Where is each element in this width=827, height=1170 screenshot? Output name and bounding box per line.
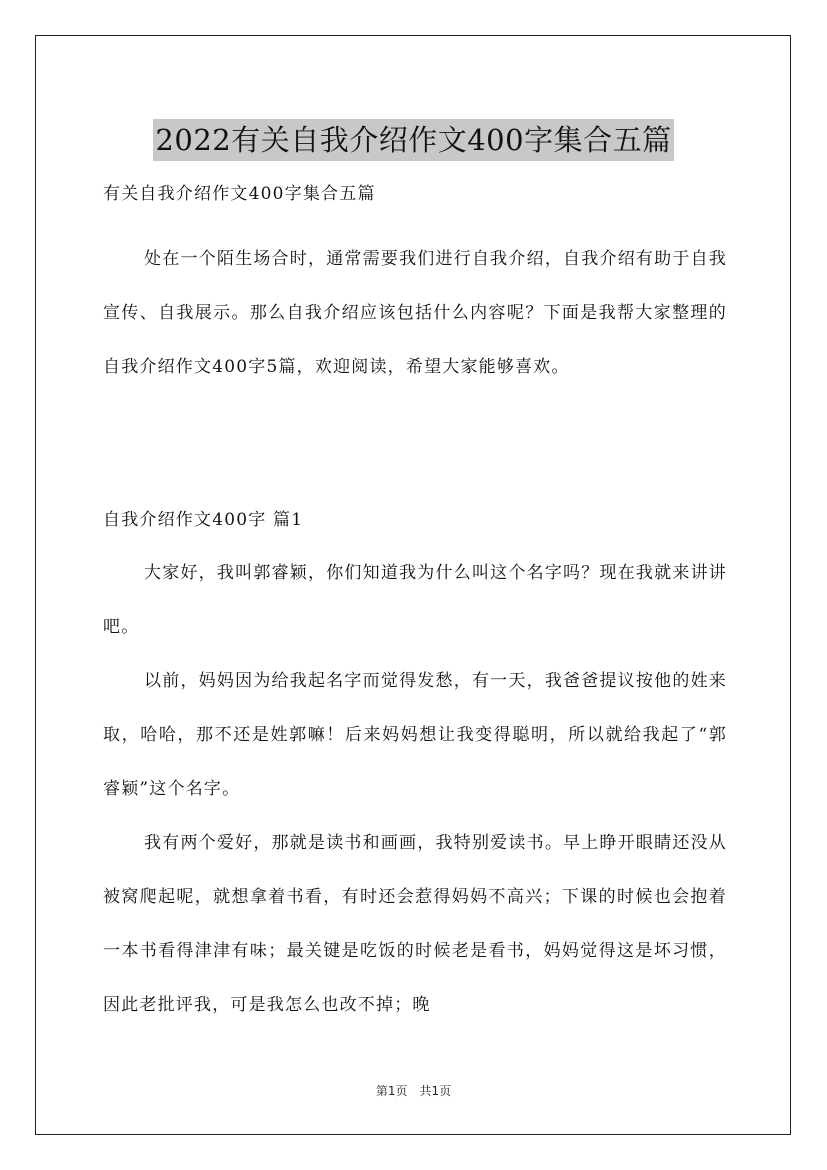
document-subtitle: 有关自我介绍作文400字集合五篇 (103, 184, 376, 204)
section-body (103, 546, 727, 1032)
paragraph-1: 大家好，我叫郭睿颖，你们知道我为什么叫这个名字吗？现在我就来讲讲吧。 (103, 563, 727, 637)
intro-paragraph: 处在一个陌生场合时，通常需要我们进行自我介绍，自我介绍有助于自我宣传、自我展示。那么自我介绍应该包括什么内容呢？下面是我帮大家整理的自我介绍作文400字5篇，欢迎阅读，希望大家能够喜欢。 (103, 249, 727, 377)
document-title: 2022有关自我介绍作文400字集合五篇 (153, 119, 673, 161)
section-heading: 自我介绍作文400字 篇1 (103, 510, 304, 530)
paragraph-3: 我有两个爱好，那就是读书和画画，我特别爱读书。早上睁开眼睛还没从被窝爬起呢，就想拿着书看，有时还会惹得妈妈不高兴；下课的时候也会抱着一本书看得津津有味；最关键是吃饭的时候老是看书，妈妈觉得这是坏习惯，因此老批评我，可是我怎么也改不掉；晚 (103, 833, 727, 1015)
title-container (0, 100, 827, 181)
paragraph-2: 以前，妈妈因为给我起名字而觉得发愁，有一天，我爸爸提议按他的姓来取，哈哈，那不还是姓郭嘛！后来妈妈想让我变得聪明，所以就给我起了“郭睿颖”这个名字。 (103, 671, 727, 799)
page-footer: 第1页 共1页 (375, 1084, 452, 1098)
